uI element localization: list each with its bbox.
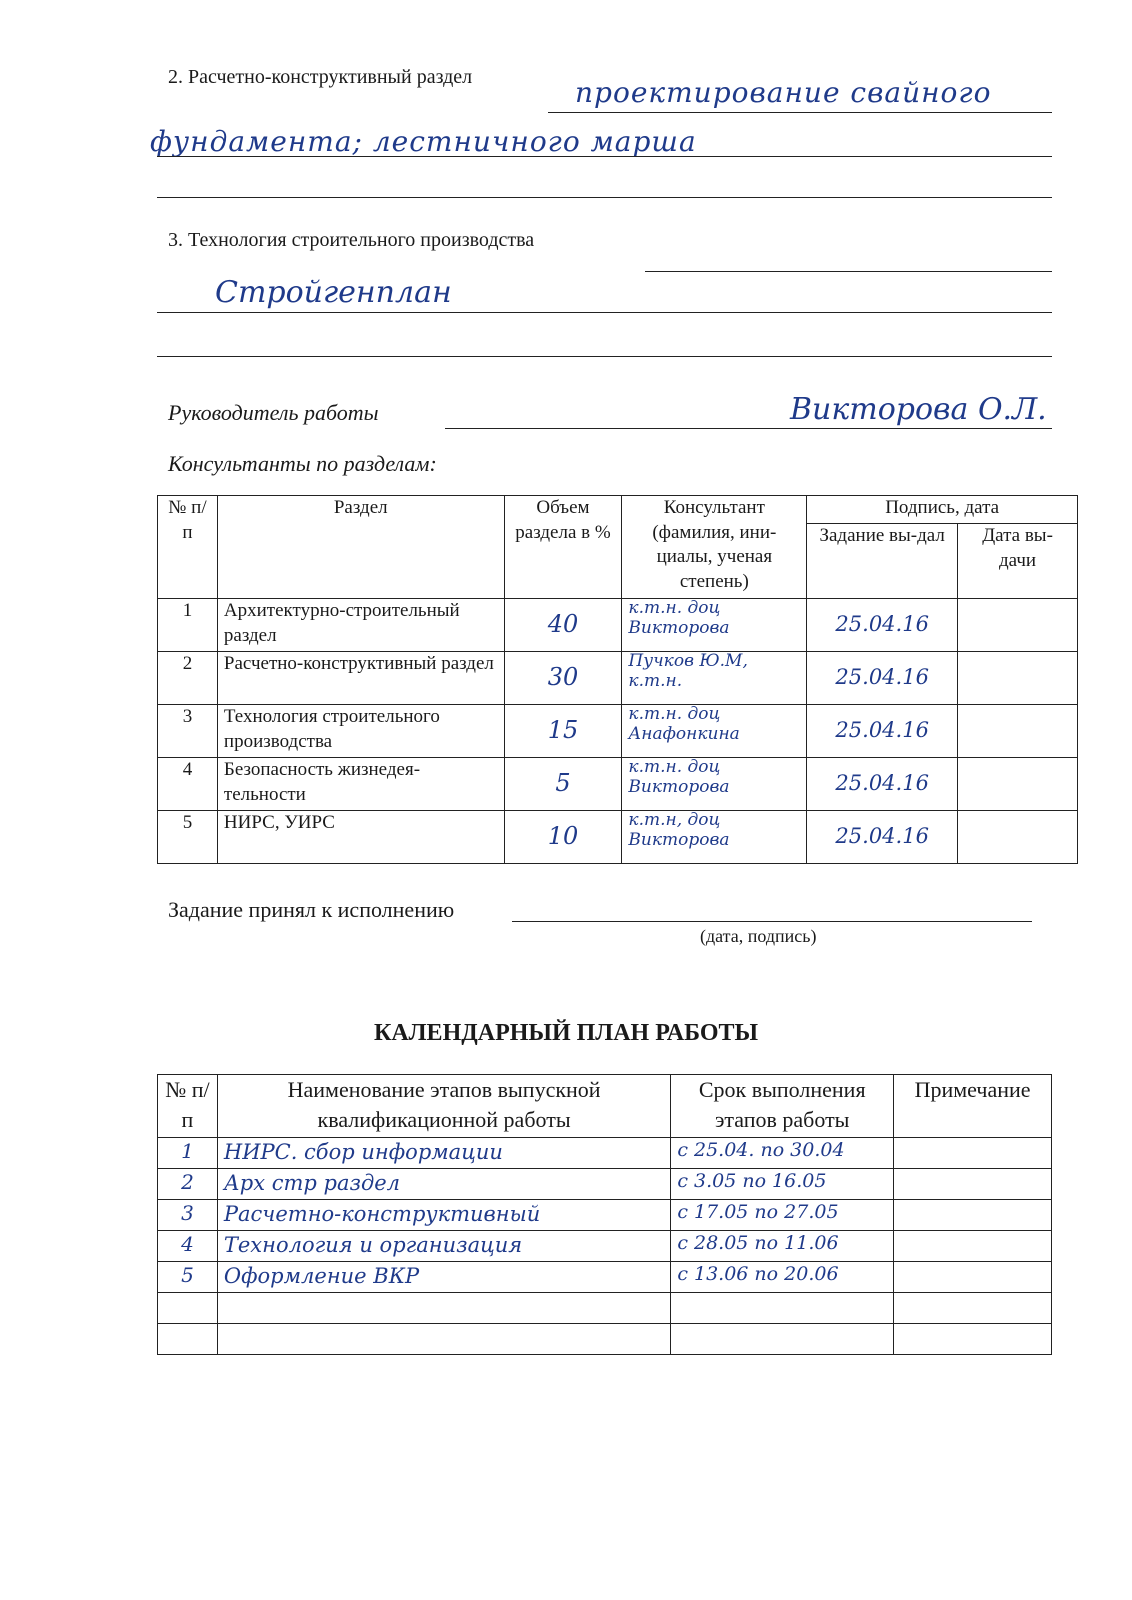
section-2-handwritten-line-1: проектирование свайного	[575, 76, 992, 109]
plan-row-term: с 28.05 по 11.06	[671, 1231, 894, 1262]
underline	[157, 356, 1052, 357]
accepted-caption: (дата, подпись)	[700, 926, 817, 946]
header-section: Раздел	[217, 496, 504, 599]
row-consultant: к.т.н. доц Викторова	[622, 599, 807, 652]
row-num: 1	[158, 599, 218, 652]
plan-row-term	[671, 1324, 894, 1355]
plan-row-term: с 3.05 по 16.05	[671, 1169, 894, 1200]
row-issued: 25.04.16	[807, 705, 958, 758]
row-consultant: к.т.н. доц Анафонкина	[622, 705, 807, 758]
row-volume: 10	[504, 811, 622, 864]
plan-row-note	[894, 1200, 1052, 1231]
plan-row-stage	[217, 1324, 670, 1355]
header-issued: Задание вы-дал	[807, 524, 958, 599]
row-issued: 25.04.16	[807, 758, 958, 811]
row-consultant: к.т.н, доц Викторова	[622, 811, 807, 864]
row-issue-date	[958, 758, 1078, 811]
row-section: Технология строительного производства	[217, 705, 504, 758]
header-issue-date: Дата вы-дачи	[958, 524, 1078, 599]
row-section: НИРС, УИРС	[217, 811, 504, 864]
plan-row-stage: НИРС. сбор информации	[217, 1138, 670, 1169]
plan-row-stage: Технология и организация	[217, 1231, 670, 1262]
row-issued: 25.04.16	[807, 811, 958, 864]
supervisor-signature: Викторова О.Л.	[790, 392, 1047, 427]
accepted-label: Задание принял к исполнению	[168, 897, 455, 922]
table-row	[158, 1200, 1052, 1231]
row-issue-date	[958, 652, 1078, 705]
plan-row-num	[158, 1324, 218, 1355]
plan-header-num: № п/п	[158, 1075, 218, 1138]
row-consultant: к.т.н. доц Викторова	[622, 758, 807, 811]
underline	[548, 112, 1052, 113]
header-num: № п/п	[158, 496, 218, 599]
underline	[157, 312, 1052, 313]
plan-row-note	[894, 1293, 1052, 1324]
row-volume: 30	[504, 652, 622, 705]
header-sign: Подпись, дата	[807, 496, 1078, 524]
row-issued: 25.04.16	[807, 652, 958, 705]
plan-header-term: Срок выполнения этапов работы	[671, 1075, 894, 1138]
table-row	[158, 1293, 1052, 1324]
row-issue-date	[958, 599, 1078, 652]
plan-row-term	[671, 1293, 894, 1324]
row-num: 5	[158, 811, 218, 864]
row-consultant: Пучков Ю.М, к.т.н.	[622, 652, 807, 705]
underline	[512, 921, 1032, 922]
table-row	[158, 599, 1078, 652]
row-section: Расчетно-конструктивный раздел	[217, 652, 504, 705]
row-volume: 40	[504, 599, 622, 652]
table-row	[158, 652, 1078, 705]
consultants-table	[157, 495, 1078, 864]
row-num: 2	[158, 652, 218, 705]
plan-row-note	[894, 1138, 1052, 1169]
table-row	[158, 758, 1078, 811]
plan-row-stage	[217, 1293, 670, 1324]
plan-row-stage: Расчетно-конструктивный	[217, 1200, 670, 1231]
underline	[157, 156, 1052, 157]
table-row	[158, 1262, 1052, 1293]
row-volume: 5	[504, 758, 622, 811]
plan-title: КАЛЕНДАРНЫЙ ПЛАН РАБОТЫ	[373, 1020, 759, 1046]
table-row	[158, 705, 1078, 758]
row-section: Архитектурно-строительный раздел	[217, 599, 504, 652]
plan-row-note	[894, 1324, 1052, 1355]
header-volume: Объем раздела в %	[504, 496, 622, 599]
table-row	[158, 1324, 1052, 1355]
section-2-handwritten-line-2: фундамента; лестничного марша	[150, 125, 697, 158]
section-2-label: 2. Расчетно-конструктивный раздел	[168, 66, 473, 88]
underline	[445, 428, 1052, 429]
consultants-label: Консультанты по разделам:	[168, 451, 437, 476]
plan-row-num: 4	[158, 1231, 218, 1262]
plan-row-note	[894, 1169, 1052, 1200]
plan-row-num: 5	[158, 1262, 218, 1293]
table-row	[158, 1138, 1052, 1169]
plan-row-num	[158, 1293, 218, 1324]
underline	[157, 197, 1052, 198]
plan-row-stage: Оформление ВКР	[217, 1262, 670, 1293]
supervisor-label: Руководитель работы	[168, 400, 379, 425]
row-section: Безопасность жизнедея-тельности	[217, 758, 504, 811]
table-row	[158, 1231, 1052, 1262]
plan-row-num: 2	[158, 1169, 218, 1200]
plan-header-note: Примечание	[894, 1075, 1052, 1138]
plan-row-note	[894, 1262, 1052, 1293]
plan-row-term: с 25.04. по 30.04	[671, 1138, 894, 1169]
plan-header-stage: Наименование этапов выпускной квалификационной работы	[217, 1075, 670, 1138]
header-consultant: Консультант (фамилия, ини-циалы, ученая степень)	[622, 496, 807, 599]
table-row	[158, 1169, 1052, 1200]
section-3-handwritten: Стройгенплан	[215, 275, 452, 310]
table-row	[158, 811, 1078, 864]
plan-table	[157, 1074, 1052, 1355]
plan-row-term: с 13.06 по 20.06	[671, 1262, 894, 1293]
plan-row-num: 1	[158, 1138, 218, 1169]
plan-row-num: 3	[158, 1200, 218, 1231]
underline	[645, 271, 1052, 272]
plan-row-stage: Арх стр раздел	[217, 1169, 670, 1200]
row-num: 3	[158, 705, 218, 758]
row-issued: 25.04.16	[807, 599, 958, 652]
plan-row-note	[894, 1231, 1052, 1262]
section-3-label: 3. Технология строительного производства	[168, 229, 535, 251]
row-issue-date	[958, 811, 1078, 864]
row-volume: 15	[504, 705, 622, 758]
plan-row-term: с 17.05 по 27.05	[671, 1200, 894, 1231]
row-num: 4	[158, 758, 218, 811]
row-issue-date	[958, 705, 1078, 758]
